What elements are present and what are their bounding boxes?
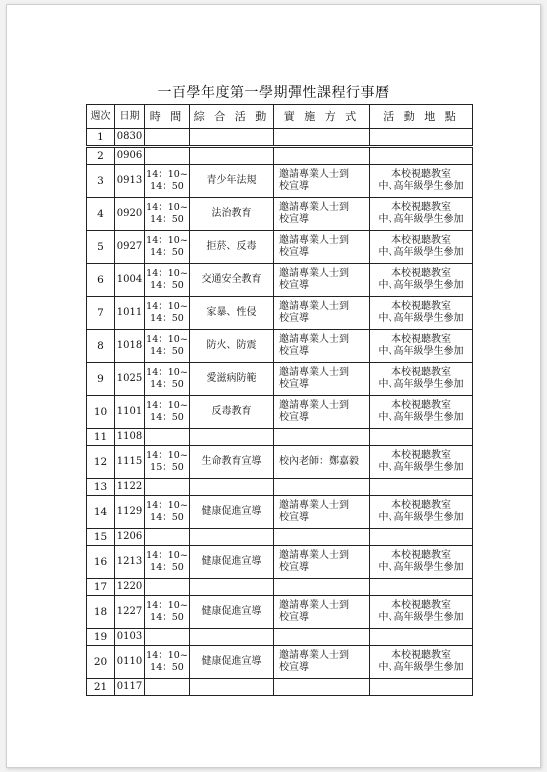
time-end: 14：50 — [150, 379, 184, 390]
activity-cell: 法治教育 — [190, 198, 274, 231]
date-cell: 1018 — [115, 330, 145, 363]
method-line-2: 校宣導 — [279, 181, 309, 192]
header-location: 活 動 地 點 — [370, 105, 473, 129]
method-line-1: 邀請專業人士到 — [279, 600, 349, 611]
time-start: 14：10~ — [146, 367, 188, 378]
table-row — [87, 231, 473, 264]
location-line-1: 本校視聽教室 — [391, 202, 451, 213]
method-line-1: 邀請專業人士到 — [279, 169, 349, 180]
time-end: 14：50 — [150, 612, 184, 623]
time-end: 14：50 — [150, 280, 184, 291]
activity-cell — [190, 147, 274, 165]
time-end: 14：50 — [150, 346, 184, 357]
date-cell: 1101 — [115, 396, 145, 429]
time-start: 14：10~ — [146, 268, 188, 279]
method-line-2: 校宣導 — [279, 214, 309, 225]
location-cell — [370, 446, 473, 479]
method-cell — [274, 297, 370, 330]
location-line-2: 中､高年級學生參加 — [378, 412, 464, 423]
location-cell — [370, 646, 473, 679]
location-line-2: 中､高年級學生參加 — [378, 247, 464, 258]
table-row — [87, 596, 473, 629]
time-start: 14：10~ — [146, 334, 188, 345]
table-row — [87, 363, 473, 396]
activity-cell — [190, 579, 274, 596]
table-row — [87, 446, 473, 479]
table-row — [87, 198, 473, 231]
time-end: 14：50 — [150, 512, 184, 523]
time-end: 15：50 — [150, 462, 184, 473]
table-row — [87, 264, 473, 297]
time-end: 14：50 — [150, 247, 184, 258]
activity-cell: 健康促進宣導 — [190, 646, 274, 679]
time-start: 14：10~ — [146, 450, 188, 461]
document-page — [6, 4, 541, 768]
location-line-2: 中､高年級學生參加 — [378, 181, 464, 192]
activity-cell — [190, 429, 274, 446]
method-cell — [274, 629, 370, 646]
location-cell — [370, 264, 473, 297]
header-time: 時 間 — [145, 105, 190, 129]
method-cell — [274, 429, 370, 446]
method-cell — [274, 165, 370, 198]
time-cell — [145, 596, 190, 629]
week-cell: 15 — [87, 529, 115, 546]
time-cell — [145, 429, 190, 446]
activity-cell: 防火、防震 — [190, 330, 274, 363]
method-cell — [274, 679, 370, 696]
activity-cell: 交通安全教育 — [190, 264, 274, 297]
header-row — [87, 105, 473, 129]
date-cell: 0920 — [115, 198, 145, 231]
time-cell — [145, 396, 190, 429]
location-line-2: 中､高年級學生參加 — [378, 379, 464, 390]
table-row — [87, 529, 473, 546]
method-cell — [274, 596, 370, 629]
location-line-1: 本校視聽教室 — [391, 268, 451, 279]
header-week: 週次 — [87, 105, 115, 129]
location-cell — [370, 629, 473, 646]
week-cell: 13 — [87, 479, 115, 496]
week-cell: 17 — [87, 579, 115, 596]
table-row — [87, 129, 473, 147]
location-cell — [370, 396, 473, 429]
method-line-2: 校宣導 — [279, 662, 309, 673]
time-start: 14：10~ — [146, 500, 188, 511]
date-cell: 0913 — [115, 165, 145, 198]
table-row — [87, 579, 473, 596]
location-line-1: 本校視聽教室 — [391, 334, 451, 345]
table-row — [87, 546, 473, 579]
location-cell — [370, 231, 473, 264]
time-cell — [145, 479, 190, 496]
method-line-2: 校宣導 — [279, 280, 309, 291]
week-cell: 19 — [87, 629, 115, 646]
activity-cell: 健康促進宣導 — [190, 496, 274, 529]
activity-cell: 家暴、性侵 — [190, 297, 274, 330]
method-cell — [274, 579, 370, 596]
method-line-2: 校宣導 — [279, 562, 309, 573]
location-line-2: 中､高年級學生參加 — [378, 562, 464, 573]
date-cell: 0110 — [115, 646, 145, 679]
activity-cell: 愛滋病防範 — [190, 363, 274, 396]
time-end: 14：50 — [150, 181, 184, 192]
location-line-1: 本校視聽教室 — [391, 169, 451, 180]
date-cell: 1213 — [115, 546, 145, 579]
location-line-1: 本校視聽教室 — [391, 450, 451, 461]
location-cell — [370, 529, 473, 546]
activity-cell: 健康促進宣導 — [190, 546, 274, 579]
date-cell: 1004 — [115, 264, 145, 297]
schedule-table — [86, 104, 473, 696]
location-line-2: 中､高年級學生參加 — [378, 280, 464, 291]
time-end: 14：50 — [150, 313, 184, 324]
activity-cell — [190, 529, 274, 546]
week-cell: 20 — [87, 646, 115, 679]
week-cell: 16 — [87, 546, 115, 579]
location-line-2: 中､高年級學生參加 — [378, 612, 464, 623]
method-cell — [274, 529, 370, 546]
date-cell: 1115 — [115, 446, 145, 479]
week-cell: 18 — [87, 596, 115, 629]
time-start: 14：10~ — [146, 301, 188, 312]
method-line-1: 校內老師：鄭嘉毅 — [279, 456, 359, 467]
date-cell: 1122 — [115, 479, 145, 496]
time-start: 14：10~ — [146, 600, 188, 611]
table-row — [87, 429, 473, 446]
activity-cell: 青少年法規 — [190, 165, 274, 198]
method-line-1: 邀請專業人士到 — [279, 400, 349, 411]
location-line-1: 本校視聽教室 — [391, 550, 451, 561]
location-line-2: 中､高年級學生參加 — [378, 313, 464, 324]
location-line-2: 中､高年級學生參加 — [378, 214, 464, 225]
table-row — [87, 147, 473, 165]
location-cell — [370, 165, 473, 198]
activity-cell: 健康促進宣導 — [190, 596, 274, 629]
week-cell: 5 — [87, 231, 115, 264]
date-cell: 1227 — [115, 596, 145, 629]
time-cell — [145, 446, 190, 479]
location-cell — [370, 363, 473, 396]
time-cell — [145, 231, 190, 264]
method-line-1: 邀請專業人士到 — [279, 268, 349, 279]
method-line-2: 校宣導 — [279, 346, 309, 357]
method-line-2: 校宣導 — [279, 379, 309, 390]
date-cell: 1108 — [115, 429, 145, 446]
date-cell: 0906 — [115, 147, 145, 165]
time-end: 14：50 — [150, 662, 184, 673]
method-cell — [274, 264, 370, 297]
time-cell — [145, 198, 190, 231]
method-line-2: 校宣導 — [279, 313, 309, 324]
location-cell — [370, 596, 473, 629]
date-cell: 1011 — [115, 297, 145, 330]
method-cell — [274, 363, 370, 396]
method-cell — [274, 496, 370, 529]
time-cell — [145, 629, 190, 646]
method-cell — [274, 330, 370, 363]
date-cell: 1025 — [115, 363, 145, 396]
location-cell — [370, 546, 473, 579]
week-cell: 14 — [87, 496, 115, 529]
time-cell — [145, 147, 190, 165]
activity-cell: 拒菸、反毒 — [190, 231, 274, 264]
location-cell — [370, 479, 473, 496]
activity-cell — [190, 629, 274, 646]
date-cell: 1129 — [115, 496, 145, 529]
week-cell: 2 — [87, 147, 115, 165]
method-line-2: 校宣導 — [279, 612, 309, 623]
method-cell — [274, 446, 370, 479]
method-cell — [274, 646, 370, 679]
time-start: 14：10~ — [146, 235, 188, 246]
method-line-1: 邀請專業人士到 — [279, 235, 349, 246]
time-start: 14：10~ — [146, 650, 188, 661]
location-cell — [370, 198, 473, 231]
location-cell — [370, 297, 473, 330]
week-cell: 6 — [87, 264, 115, 297]
time-end: 14：50 — [150, 214, 184, 225]
location-line-2: 中､高年級學生參加 — [378, 346, 464, 357]
table-row — [87, 330, 473, 363]
table-row — [87, 496, 473, 529]
method-line-2: 校宣導 — [279, 512, 309, 523]
location-cell — [370, 147, 473, 165]
table-row — [87, 396, 473, 429]
week-cell: 21 — [87, 679, 115, 696]
method-line-1: 邀請專業人士到 — [279, 334, 349, 345]
location-line-1: 本校視聽教室 — [391, 600, 451, 611]
table-row — [87, 646, 473, 679]
date-cell: 0830 — [115, 129, 145, 147]
location-line-2: 中､高年級學生參加 — [378, 662, 464, 673]
time-cell — [145, 363, 190, 396]
location-line-1: 本校視聽教室 — [391, 301, 451, 312]
header-date: 日期 — [115, 105, 145, 129]
time-start: 14：10~ — [146, 550, 188, 561]
method-cell — [274, 147, 370, 165]
time-cell — [145, 129, 190, 147]
week-cell: 1 — [87, 129, 115, 147]
table-row — [87, 629, 473, 646]
time-cell — [145, 330, 190, 363]
method-line-1: 邀請專業人士到 — [279, 550, 349, 561]
time-cell — [145, 165, 190, 198]
week-cell: 10 — [87, 396, 115, 429]
method-line-1: 邀請專業人士到 — [279, 650, 349, 661]
table-row — [87, 297, 473, 330]
date-cell: 0117 — [115, 679, 145, 696]
activity-cell: 反毒教育 — [190, 396, 274, 429]
method-line-1: 邀請專業人士到 — [279, 367, 349, 378]
location-line-1: 本校視聽教室 — [391, 235, 451, 246]
location-line-1: 本校視聽教室 — [391, 650, 451, 661]
method-line-2: 校宣導 — [279, 412, 309, 423]
method-cell — [274, 129, 370, 147]
date-cell: 0103 — [115, 629, 145, 646]
location-line-1: 本校視聽教室 — [391, 367, 451, 378]
method-line-2: 校宣導 — [279, 247, 309, 258]
table-row — [87, 479, 473, 496]
header-activity: 綜 合 活 動 — [190, 105, 274, 129]
method-cell — [274, 231, 370, 264]
page-title: 一百學年度第一學期彈性課程行事曆 — [157, 85, 390, 101]
date-cell: 1220 — [115, 579, 145, 596]
table-row — [87, 165, 473, 198]
activity-cell: 生命教育宣導 — [190, 446, 274, 479]
time-start: 14：10~ — [146, 169, 188, 180]
activity-cell — [190, 479, 274, 496]
location-line-1: 本校視聽教室 — [391, 500, 451, 511]
location-cell — [370, 129, 473, 147]
week-cell: 4 — [87, 198, 115, 231]
week-cell: 8 — [87, 330, 115, 363]
time-end: 14：50 — [150, 412, 184, 423]
method-line-1: 邀請專業人士到 — [279, 301, 349, 312]
time-cell — [145, 546, 190, 579]
week-cell: 9 — [87, 363, 115, 396]
week-cell: 12 — [87, 446, 115, 479]
week-cell: 7 — [87, 297, 115, 330]
location-cell — [370, 496, 473, 529]
header-method: 實 施 方 式 — [274, 105, 370, 129]
method-cell — [274, 479, 370, 496]
method-cell — [274, 546, 370, 579]
location-cell — [370, 330, 473, 363]
method-line-1: 邀請專業人士到 — [279, 202, 349, 213]
table-row — [87, 679, 473, 696]
time-start: 14：10~ — [146, 202, 188, 213]
location-cell — [370, 429, 473, 446]
method-cell — [274, 198, 370, 231]
time-cell — [145, 264, 190, 297]
location-line-1: 本校視聽教室 — [391, 400, 451, 411]
method-cell — [274, 396, 370, 429]
week-cell: 11 — [87, 429, 115, 446]
time-cell — [145, 646, 190, 679]
method-line-1: 邀請專業人士到 — [279, 500, 349, 511]
time-cell — [145, 496, 190, 529]
activity-cell — [190, 129, 274, 147]
location-cell — [370, 579, 473, 596]
location-cell — [370, 679, 473, 696]
time-start: 14：10~ — [146, 400, 188, 411]
time-cell — [145, 579, 190, 596]
week-cell: 3 — [87, 165, 115, 198]
location-line-2: 中､高年級學生參加 — [378, 462, 464, 473]
time-cell — [145, 529, 190, 546]
activity-cell — [190, 679, 274, 696]
time-end: 14：50 — [150, 562, 184, 573]
time-cell — [145, 297, 190, 330]
date-cell: 0927 — [115, 231, 145, 264]
time-cell — [145, 679, 190, 696]
date-cell: 1206 — [115, 529, 145, 546]
location-line-2: 中､高年級學生參加 — [378, 512, 464, 523]
